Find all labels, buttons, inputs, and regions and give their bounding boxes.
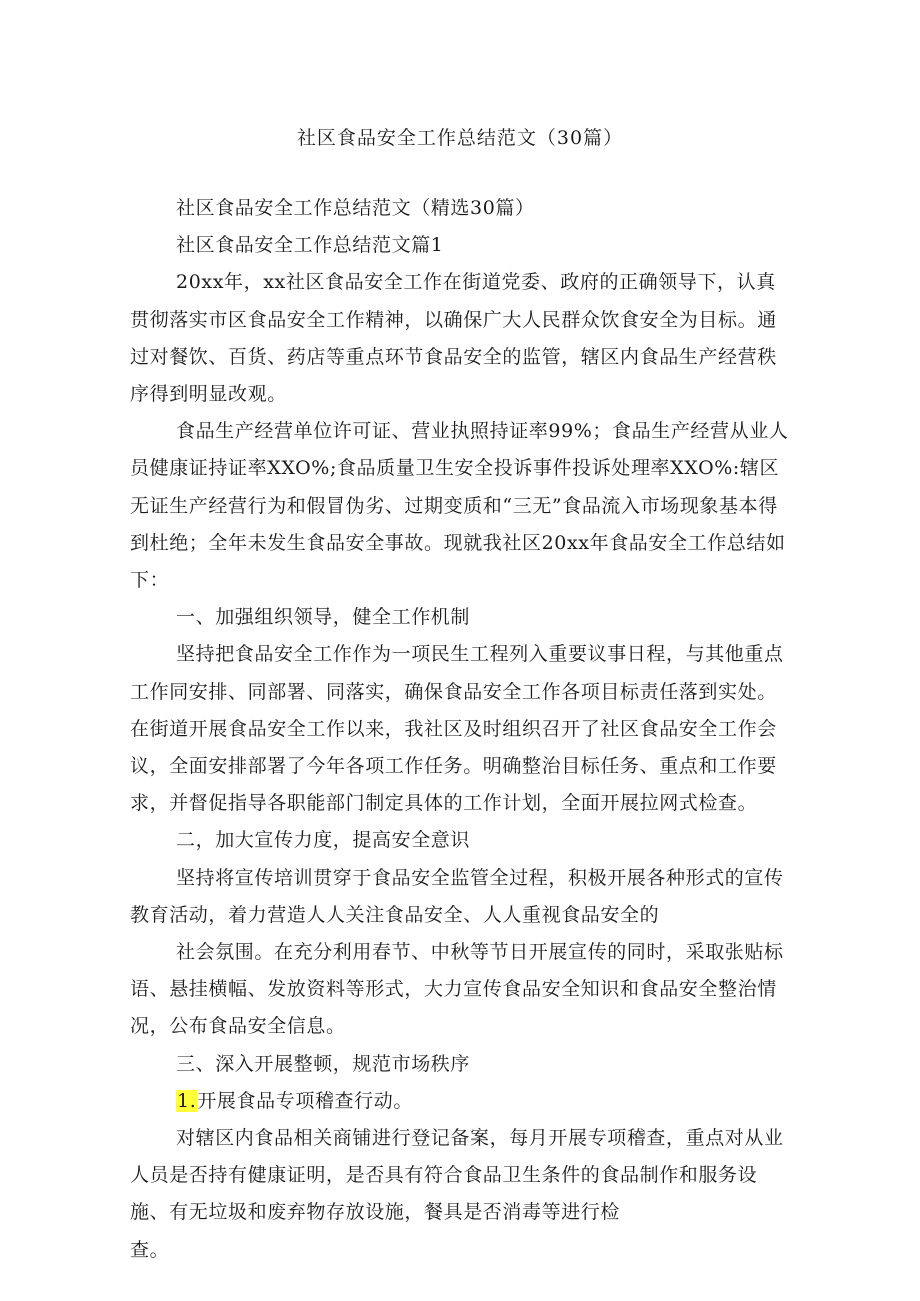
paragraph-organization: 坚持把食品安全工作作为一项民生工程列入重要议事日程，与其他重点工作同安排、同部署、同落实，确保食品安全工作各项目标责任落到实处。在街道开展食品安全工作以来，我社区及时组织召开了社区食品安全工作会议，全面安排部署了今年各项工作任务。明确整治目标任务、重点和工作要求，并督促指导各职能部门制定具体的工作计划，全面开展拉网式检查。 bbox=[130, 643, 784, 815]
section-heading-3: 三、深入开展整顿，规范市场秩序 bbox=[176, 1052, 471, 1075]
paragraph-inspection-tail: 查。 bbox=[130, 1238, 170, 1261]
paragraph-inspection: 对辖区内食品相关商铺进行登记备案，每月开展专项稽查，重点对从业人员是否持有健康证明，是否具有符合食品卫生条件的食品制作和服务设施、有无垃圾和废弃物存放设施，餐具是否消毒等进行检 bbox=[130, 1127, 784, 1224]
section-heading-1: 一、加强组织领导，健全工作机制 bbox=[176, 606, 471, 629]
list-item-number: 1. bbox=[177, 1089, 197, 1112]
article-heading: 社区食品安全工作总结范文篇1 bbox=[176, 234, 444, 257]
paragraph-intro: 20xx年，xx社区食品安全工作在街道党委、政府的正确领导下，认真贯彻落实市区食品安全工作精神，以确保广大人民群众饮食安全为目标。通过对餐饮、百货、药店等重点环节食品安全的监管，辖区内食品生产经营秩序得到明显改观。 bbox=[130, 271, 777, 406]
list-item-1 bbox=[130, 1083, 795, 1120]
paragraph-statistics: 食品生产经营单位许可证、营业执照持证率99%；食品生产经营从业人员健康证持证率XXO%;食品质量卫生安全投诉事件投诉处理率XXO%:辖区无证生产经营行为和假冒伪劣、过期变质和“三无”食品流入市场现象基本得到杜绝；全年未发生食品安全事故。现就我社区20xx年食品安全工作总结如下： bbox=[130, 420, 789, 592]
document-title: 社区食品安全工作总结范文（30篇） bbox=[296, 127, 624, 149]
document-subtitle: 社区食品安全工作总结范文（精选30篇） bbox=[176, 197, 535, 219]
section-heading-2: 二，加大宣传力度，提高安全意识 bbox=[176, 829, 471, 852]
paragraph-publicity: 坚持将宣传培训贯穿于食品安全监管全过程，积极开展各种形式的宣传教育活动，着力营造人人关注食品安全、人人重视食品安全的 bbox=[130, 866, 784, 926]
paragraph-atmosphere: 社会氛围。在充分利用春节、中秋等节日开展宣传的同时，采取张贴标语、悬挂横幅、发放资料等形式，大力宣传食品安全知识和食品安全整治情况，公布食品安全信息。 bbox=[130, 941, 784, 1038]
document-body bbox=[130, 190, 795, 1269]
list-item-text: 开展食品专项稽查行动。 bbox=[197, 1089, 413, 1112]
